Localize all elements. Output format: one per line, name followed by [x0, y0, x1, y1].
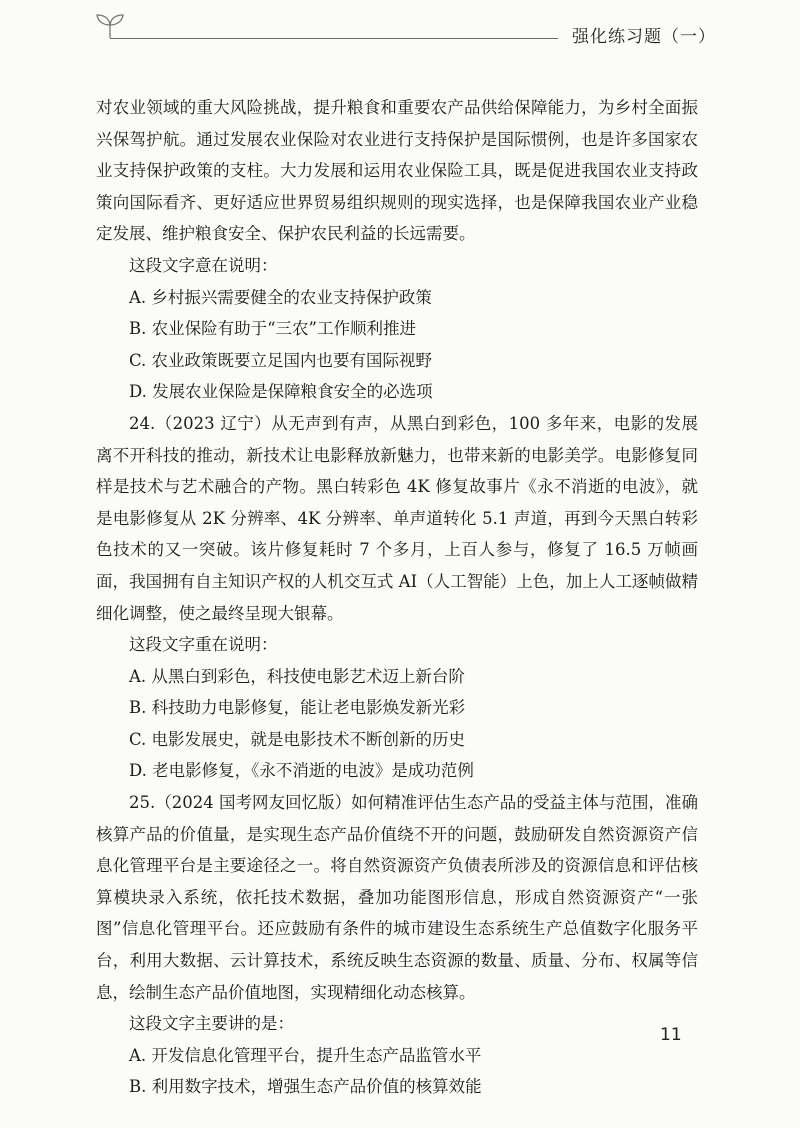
question-25-prompt: 这段文字主要讲的是： — [129, 1014, 294, 1034]
header-rule — [110, 38, 558, 39]
question-prompt: 这段文字意在说明： — [129, 255, 278, 275]
q24-option-c: C. 电影发展史，就是电影技术不断创新的历史 — [129, 729, 466, 749]
question-25-passage: 25.（2024 国考网友回忆版）如何精准评估生态产品的受益主体与范围，准确核算产品的价值量，是实现生态产品价值绕不开的问题，鼓励研发自然资源资产信息化管理平台是主要途径之一。将自然资源资产负债表所涉及的资源信息和评估核算模块录入系统，依托技术数据，叠加功能图形信息，形成自然资源资产“一张图”信息化管理平台。还应鼓励有条件的城市建设生态系统生产总值数字化服务平台，利用大数据、云计算技术，系统反映生态资源的数量、质量、分布、权属等信息，绘制生态产品价值地图，实现精细化动态核算。 — [96, 793, 698, 1002]
option-d: D. 发展农业保险是保障粮食安全的必选项 — [129, 382, 433, 402]
q25-option-a: A. 开发信息化管理平台，提升生态产品监管水平 — [129, 1045, 482, 1065]
question-24-prompt: 这段文字重在说明： — [129, 635, 278, 655]
sprout-icon — [92, 10, 128, 40]
page-title: 强化练习题（一） — [572, 27, 716, 47]
page-content — [96, 92, 698, 1103]
option-c: C. 农业政策既要立足国内也要有国际视野 — [129, 350, 433, 370]
question-24-passage: 24.（2023 辽宁）从无声到有声，从黑白到彩色，100 多年来，电影的发展离不开科技的推动，新技术让电影释放新魅力，也带来新的电影美学。电影修复同样是技术与艺术融合的产物。黑白转彩色 4K 修复故事片《永不消逝的电波》，就是电影修复从 2K 分辨率、4K 分辨率、单声道转化 5.1 声道，再到今天黑白转彩色技术的又一突破。该片修复耗时 7 个多月，上百人参与，修复了 16.5 万帧画面，我国拥有自主知识产权的人机交互式 AI（人工智能）上色，加上人工逐帧做精细化调整，使之最终呈现大银幕。 — [96, 413, 698, 623]
option-a: A. 乡村振兴需要健全的农业支持保护政策 — [129, 287, 432, 307]
option-b: B. 农业保险有助于“三农”工作顺利推进 — [129, 319, 416, 339]
q24-option-b: B. 科技助力电影修复，能让老电影焕发新光彩 — [129, 698, 466, 718]
page-number: 11 — [660, 1025, 682, 1045]
q25-option-b: B. 利用数字技术，增强生态产品价值的核算效能 — [129, 1077, 482, 1097]
q24-option-a: A. 从黑白到彩色，科技使电影艺术迈上新台阶 — [129, 666, 465, 686]
passage-continued: 对农业领域的重大风险挑战，提升粮食和重要农产品供给保障能力，为乡村全面振兴保驾护航。通过发展农业保险对农业进行支持保护是国际惯例，也是许多国家农业支持保护政策的支柱。大力发展和运用农业保险工具，既是促进我国农业支持政策向国际看齐、更好适应世界贸易组织规则的现实选择，也是保障我国农业产业稳定发展、维护粮食安全、保护农民利益的长远需要。 — [96, 98, 698, 244]
page-header — [0, 0, 800, 60]
q24-option-d: D. 老电影修复，《永不消逝的电波》是成功范例 — [129, 761, 474, 781]
